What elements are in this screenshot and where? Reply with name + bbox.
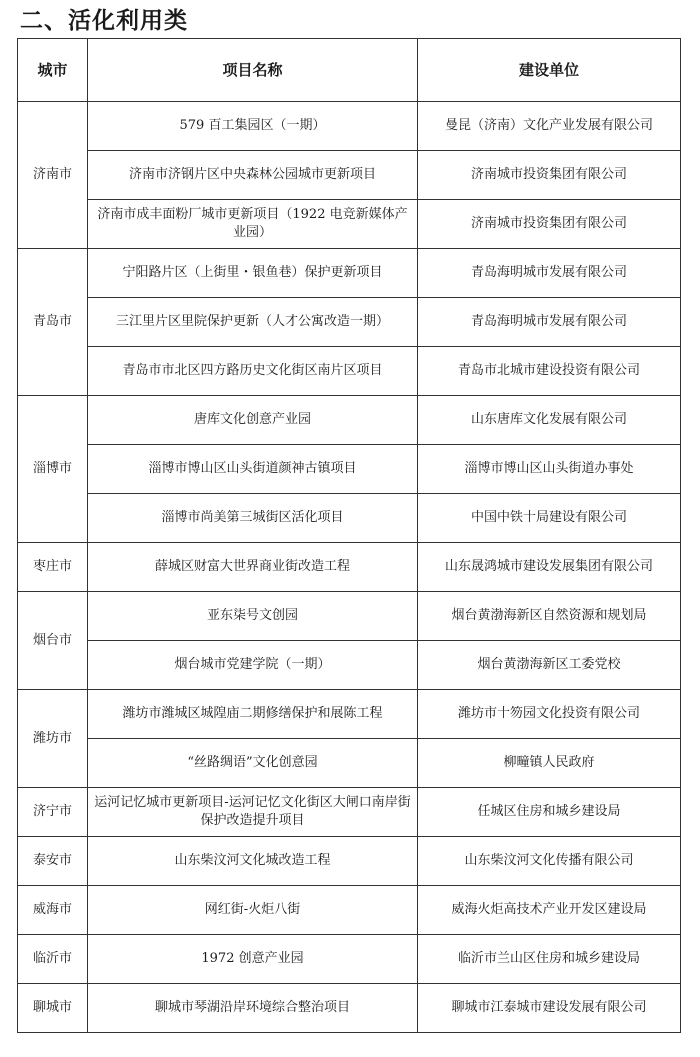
builder-cell: 济南城市投资集团有限公司 [418, 200, 681, 249]
header-project-name: 项目名称 [88, 39, 418, 102]
city-cell: 济宁市 [18, 788, 88, 837]
builder-cell: 潍坊市十笏园文化投资有限公司 [418, 690, 681, 739]
table-row [18, 739, 681, 788]
builder-cell: 山东唐库文化发展有限公司 [418, 396, 681, 445]
city-cell: 潍坊市 [18, 690, 88, 788]
project-name-cell: 宁阳路片区（上街里・银鱼巷）保护更新项目 [88, 249, 418, 298]
builder-cell: 烟台黄渤海新区工委党校 [418, 641, 681, 690]
project-name-cell: 青岛市市北区四方路历史文化街区南片区项目 [88, 347, 418, 396]
table-row [18, 347, 681, 396]
project-name-cell: 淄博市博山区山头街道颜神古镇项目 [88, 445, 418, 494]
builder-cell: 青岛市北城市建设投资有限公司 [418, 347, 681, 396]
city-cell: 威海市 [18, 886, 88, 935]
table-row [18, 886, 681, 935]
project-name-cell: 579 百工集园区（一期） [88, 102, 418, 151]
project-name-cell: 1972 创意产业园 [88, 935, 418, 984]
city-cell: 青岛市 [18, 249, 88, 396]
builder-cell: 临沂市兰山区住房和城乡建设局 [418, 935, 681, 984]
table-row [18, 543, 681, 592]
city-cell: 枣庄市 [18, 543, 88, 592]
builder-cell: 任城区住房和城乡建设局 [418, 788, 681, 837]
builder-cell: 济南城市投资集团有限公司 [418, 151, 681, 200]
project-name-cell: 薛城区财富大世界商业街改造工程 [88, 543, 418, 592]
project-name-cell: 济南市成丰面粉厂城市更新项目（1922 电竞新媒体产业园） [88, 200, 418, 249]
table-header-row [18, 39, 681, 102]
table-row [18, 837, 681, 886]
builder-cell: 烟台黄渤海新区自然资源和规划局 [418, 592, 681, 641]
project-name-cell: 聊城市琴湖沿岸环境综合整治项目 [88, 984, 418, 1033]
project-name-cell: 淄博市尚美第三城街区活化项目 [88, 494, 418, 543]
section-heading: 二、活化利用类 [20, 8, 188, 34]
builder-cell: 威海火炬高技术产业开发区建设局 [418, 886, 681, 935]
project-name-cell: 网红街-火炬八街 [88, 886, 418, 935]
project-name-cell: 烟台城市党建学院（一期） [88, 641, 418, 690]
project-name-cell: 亚东柒号文创园 [88, 592, 418, 641]
table-row [18, 249, 681, 298]
table-row [18, 984, 681, 1033]
project-name-cell: 唐库文化创意产业园 [88, 396, 418, 445]
table-row [18, 592, 681, 641]
city-cell: 聊城市 [18, 984, 88, 1033]
table-row [18, 298, 681, 347]
table-row [18, 935, 681, 984]
city-cell: 烟台市 [18, 592, 88, 690]
city-cell: 淄博市 [18, 396, 88, 543]
builder-cell: 山东柴汶河文化传播有限公司 [418, 837, 681, 886]
builder-cell: 中国中铁十局建设有限公司 [418, 494, 681, 543]
project-name-cell: 山东柴汶河文化城改造工程 [88, 837, 418, 886]
builder-cell: 青岛海明城市发展有限公司 [418, 249, 681, 298]
header-city: 城市 [18, 39, 88, 102]
builder-cell: 曼昆（济南）文化产业发展有限公司 [418, 102, 681, 151]
builder-cell: 聊城市江泰城市建设发展有限公司 [418, 984, 681, 1033]
builder-cell: 柳疃镇人民政府 [418, 739, 681, 788]
city-cell: 泰安市 [18, 837, 88, 886]
table-row [18, 494, 681, 543]
table-row [18, 102, 681, 151]
table-row [18, 200, 681, 249]
project-name-cell: 三江里片区里院保护更新（人才公寓改造一期） [88, 298, 418, 347]
table-row [18, 690, 681, 739]
projects-table [17, 38, 681, 1033]
table-row [18, 445, 681, 494]
project-name-cell: “丝路绸语”文化创意园 [88, 739, 418, 788]
builder-cell: 青岛海明城市发展有限公司 [418, 298, 681, 347]
project-name-cell: 潍坊市潍城区城隍庙二期修缮保护和展陈工程 [88, 690, 418, 739]
builder-cell: 淄博市博山区山头街道办事处 [418, 445, 681, 494]
table-row [18, 641, 681, 690]
table-row [18, 151, 681, 200]
builder-cell: 山东晟鸿城市建设发展集团有限公司 [418, 543, 681, 592]
table-row [18, 788, 681, 837]
city-cell: 济南市 [18, 102, 88, 249]
header-builder: 建设单位 [418, 39, 681, 102]
city-cell: 临沂市 [18, 935, 88, 984]
table-body [18, 102, 681, 1033]
table-row [18, 396, 681, 445]
project-name-cell: 济南市济钢片区中央森林公园城市更新项目 [88, 151, 418, 200]
project-name-cell: 运河记忆城市更新项目-运河记忆文化街区大闸口南岸街保护改造提升项目 [88, 788, 418, 837]
